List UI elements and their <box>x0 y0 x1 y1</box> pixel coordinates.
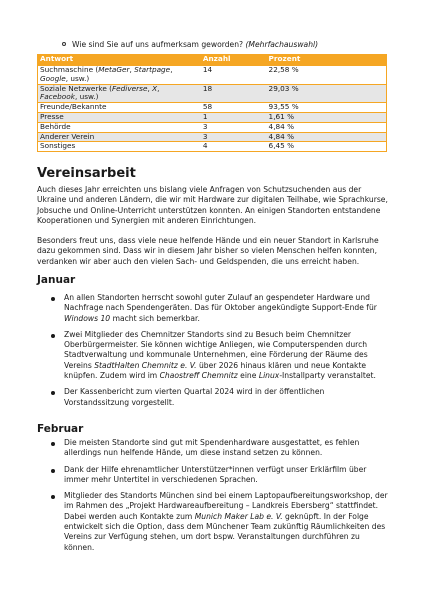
circle-bullet-icon <box>62 42 66 46</box>
percent-cell: 29,03 % <box>267 84 387 103</box>
table-row <box>38 122 387 132</box>
count-cell: 1 <box>201 112 267 122</box>
answer-cell: Suchmaschine (MetaGer, Startpage, Google, usw.) <box>38 66 201 85</box>
table-row <box>38 142 387 152</box>
list-item: Mitglieder des Standorts München sind bei einem Laptopaufbereitungsworkshop, der im Rahmen des „Projekt Hardwareaufbereitung – Landkreis Ebersberg“ stattfindet. Dabei werden auch Kontakte zum Munich Maker Lab e. V. geknüpft. In der Folge entwickelt sich die Option, dass dem Münchener Team zukünftig Räumlichkeiten des Vereins zur Verfügung stehen, um dort bspw. Veranstaltungen durchführen zu können. <box>51 491 389 553</box>
percent-cell: 4,84 % <box>267 122 387 132</box>
table-row <box>38 84 387 103</box>
column-header-count: Anzahl <box>201 55 267 66</box>
answer-cell: Presse <box>38 112 201 122</box>
percent-cell: 1,61 % <box>267 112 387 122</box>
count-cell: 3 <box>201 122 267 132</box>
table-row <box>38 112 387 122</box>
list-item: Der Kassenbericht zum vierten Quartal 2024 wird in der öffentlichen Vorstandssitzung vorgestellt. <box>51 387 389 408</box>
survey-question <box>62 40 318 50</box>
count-cell: 3 <box>201 132 267 142</box>
answer-cell: Anderer Verein <box>38 132 201 142</box>
intro-paragraph-1: Auch dieses Jahr erreichten uns bislang viele Anfragen von Schutzsuchenden aus der Ukraine und anderen Ländern, die wir mit Hardware zur digitalen Teilhabe, wie Sprachkurse, Jobsuche und Online-Unterricht unterstützen konnten. An einigen Standorten entstandene Kooperationen und Synergien mit anderen Einrichtungen. <box>37 185 388 225</box>
section-heading: Vereinsarbeit <box>37 166 136 181</box>
bullet-icon <box>51 334 55 338</box>
list-item: Zwei Mitglieder des Chemnitzer Standorts sind zu Besuch beim Chemnitzer Oberbürgermeister. Sie können wichtige Anliegen, wie Computerspenden durch Stadtverwaltung und kommunale Unternehmen, eine Förderung der Räume des Vereins StadtHalten Chemnitz e. V. über 2026 hinaus klären und neue Kontakte knüpfen. Zudem wird im Chaostreff Chemnitz eine Linux-Installparty veranstaltet. <box>51 330 389 381</box>
answer-cell: Sonstiges <box>38 142 201 152</box>
count-cell: 14 <box>201 66 267 85</box>
survey-question-text: Wie sind Sie auf uns aufmerksam geworden? <box>72 40 244 49</box>
list-item <box>51 465 389 486</box>
percent-cell: 4,84 % <box>267 132 387 142</box>
bullet-icon <box>51 297 55 301</box>
list-item <box>51 438 389 459</box>
answer-cell: Behörde <box>38 122 201 132</box>
count-cell: 18 <box>201 84 267 103</box>
answer-cell: Freunde/Bekannte <box>38 103 201 113</box>
list-item-text: Dank der Hilfe ehrenamtlicher Unterstützer*innen verfügt unser Erklärfilm über immer mehr Untertitel in verschiedenen Sprachen. <box>64 464 367 484</box>
month-heading-februar: Februar <box>37 423 84 435</box>
bullet-icon <box>51 391 55 395</box>
count-cell: 4 <box>201 142 267 152</box>
bullet-icon <box>51 442 55 446</box>
table-row <box>38 66 387 85</box>
februar-list <box>51 438 389 559</box>
list-item: An allen Standorten herrscht sowohl guter Zulauf an gespendeter Hardware und Nachfrage nach Spendengeräten. Das für Oktober angekündigte Support-Ende für Windows 10 macht sich bemerkbar. <box>51 293 389 324</box>
list-item-text: Die meisten Standorte sind gut mit Spendenhardware ausgestattet, es fehlen allerdings nun helfende Hände, um diese instand setzen zu können. <box>64 438 360 458</box>
survey-table <box>37 54 387 152</box>
table-row <box>38 132 387 142</box>
intro-paragraph-2: Besonders freut uns, dass viele neue helfende Hände und ein neuer Standort in Karlsruhe dazu gekommen sind. Dass wir in diesem Jahr bisher so vielen Menschen helfen konnten, verdanken wir aber auch den vielen Sach- und Geldspenden, die uns erreicht haben. <box>37 236 379 266</box>
column-header-percent: Prozent <box>267 55 387 66</box>
januar-list <box>51 293 389 414</box>
percent-cell: 22,58 % <box>267 66 387 85</box>
count-cell: 58 <box>201 103 267 113</box>
bullet-icon <box>51 495 55 499</box>
survey-question-note: (Mehrfachauswahl) <box>245 40 319 49</box>
answer-cell: Soziale Netzwerke (Fediverse, X, Facebook, usw.) <box>38 84 201 103</box>
percent-cell: 6,45 % <box>267 142 387 152</box>
column-header-answer: Antwort <box>38 55 201 66</box>
table-row <box>38 103 387 113</box>
table-header-row <box>38 55 387 66</box>
month-heading-januar: Januar <box>37 274 76 286</box>
bullet-icon <box>51 469 55 473</box>
percent-cell: 93,55 % <box>267 103 387 113</box>
